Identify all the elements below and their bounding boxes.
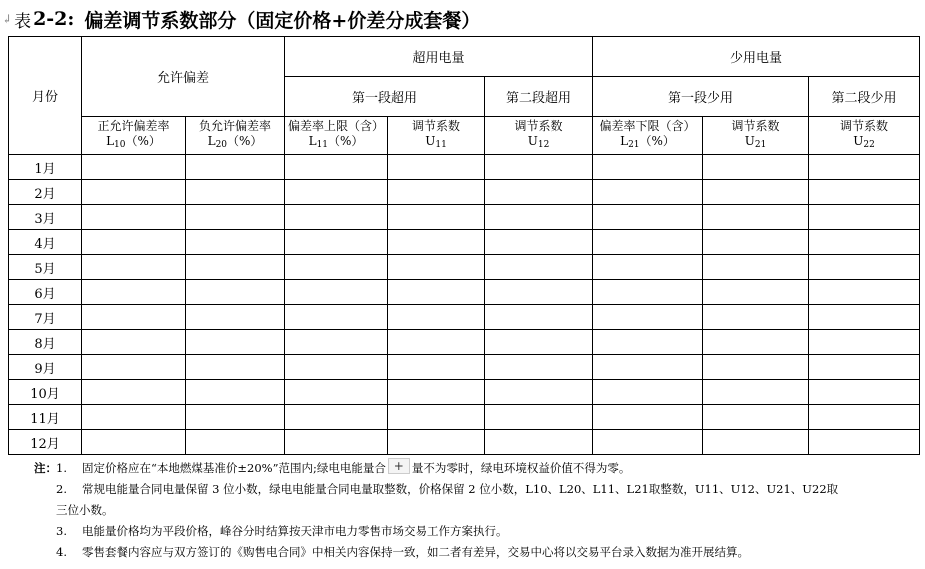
under-usage-header: 少用电量 [593, 37, 920, 77]
cell-u21[interactable] [703, 355, 809, 380]
cell-u21[interactable] [703, 405, 809, 430]
cell-u12[interactable] [485, 430, 593, 455]
subscript: 11 [435, 139, 447, 150]
cell-pos-rate[interactable] [82, 305, 186, 330]
cell-u11[interactable] [388, 305, 485, 330]
col-label: 调节系数 [840, 118, 889, 133]
cell-over-upper[interactable] [285, 430, 388, 455]
month-label: 9月 [9, 355, 82, 380]
month-label: 4月 [9, 230, 82, 255]
cell-over-upper[interactable] [285, 205, 388, 230]
over-segment-1-header: 第一段超用 [285, 77, 485, 117]
cell-pos-rate[interactable] [82, 255, 186, 280]
cell-under-lower[interactable] [593, 430, 703, 455]
cell-u12[interactable] [485, 330, 593, 355]
cell-over-upper[interactable] [285, 305, 388, 330]
cell-under-lower[interactable] [593, 180, 703, 205]
note-text: 三位小数。 [56, 503, 114, 517]
cell-u11[interactable] [388, 230, 485, 255]
cell-u11[interactable] [388, 405, 485, 430]
col-coefficient-u22 [809, 117, 920, 155]
note-text: 固定价格应在“本地燃煤基准价±20%”范围内;绿电电能量合 [82, 461, 386, 475]
col-coefficient-u11 [388, 117, 485, 155]
col-positive-allowed-rate [82, 117, 186, 155]
cell-neg-rate[interactable] [186, 180, 285, 205]
note-3 [34, 521, 914, 542]
cell-over-upper[interactable] [285, 255, 388, 280]
cell-under-lower[interactable] [593, 280, 703, 305]
cell-over-upper[interactable] [285, 155, 388, 180]
cell-under-lower[interactable] [593, 405, 703, 430]
month-label: 5月 [9, 255, 82, 280]
month-label: 8月 [9, 330, 82, 355]
note-number: 3. [56, 524, 67, 538]
month-label: 11月 [9, 405, 82, 430]
cell-u11[interactable] [388, 255, 485, 280]
table-row [9, 280, 920, 305]
cell-u12[interactable] [485, 230, 593, 255]
table-row [9, 155, 920, 180]
cell-u21[interactable] [703, 205, 809, 230]
table-title [2, 6, 480, 32]
cell-under-lower[interactable] [593, 205, 703, 230]
cell-pos-rate[interactable] [82, 355, 186, 380]
symbol: U [527, 133, 538, 148]
cell-u21[interactable] [703, 180, 809, 205]
cell-over-upper[interactable] [285, 355, 388, 380]
under-segment-2-header: 第二段少用 [809, 77, 920, 117]
cell-u22[interactable] [809, 430, 920, 455]
cell-under-lower[interactable] [593, 155, 703, 180]
cell-u12[interactable] [485, 355, 593, 380]
cell-u21[interactable] [703, 280, 809, 305]
unit: （%） [125, 133, 161, 148]
cell-u11[interactable] [388, 430, 485, 455]
col-negative-allowed-rate [186, 117, 285, 155]
cell-pos-rate[interactable] [82, 405, 186, 430]
col-label: 调节系数 [514, 118, 563, 133]
note-number: 4. [56, 545, 67, 559]
symbol: L [207, 133, 216, 148]
col-label: 偏差率上限（含） [288, 118, 385, 133]
note-1 [34, 458, 914, 479]
cell-pos-rate[interactable] [82, 230, 186, 255]
symbol: U [853, 133, 864, 148]
cell-neg-rate[interactable] [186, 355, 285, 380]
col-over-upper-limit [285, 117, 388, 155]
cell-u11[interactable] [388, 380, 485, 405]
symbol: U [744, 133, 755, 148]
note-2-continued [34, 500, 914, 521]
col-coefficient-u12 [485, 117, 593, 155]
title-text: 偏差调节系数部分（固定价格+价差分成套餐） [84, 9, 481, 32]
cell-neg-rate[interactable] [186, 380, 285, 405]
title-number: 2-2: [33, 8, 75, 30]
cell-u22[interactable] [809, 155, 920, 180]
under-segment-1-header: 第一段少用 [593, 77, 809, 117]
allowed-deviation-header: 允许偏差 [82, 37, 285, 117]
subscript: 11 [316, 139, 329, 150]
cell-u12[interactable] [485, 180, 593, 205]
subscript: 10 [114, 139, 126, 150]
symbol: L [308, 133, 317, 148]
cell-neg-rate[interactable] [186, 430, 285, 455]
month-label: 6月 [9, 280, 82, 305]
cell-u22[interactable] [809, 280, 920, 305]
cell-under-lower[interactable] [593, 330, 703, 355]
unit: （%） [328, 133, 364, 148]
subscript: 21 [628, 139, 640, 150]
notes-section [34, 458, 914, 563]
note-number: 2. [56, 482, 67, 496]
subscript: 12 [537, 139, 550, 150]
month-label: 3月 [9, 205, 82, 230]
cell-neg-rate[interactable] [186, 305, 285, 330]
cell-pos-rate[interactable] [82, 155, 186, 180]
cell-u12[interactable] [485, 155, 593, 180]
cell-neg-rate[interactable] [186, 255, 285, 280]
cell-over-upper[interactable] [285, 405, 388, 430]
cell-under-lower[interactable] [593, 305, 703, 330]
cell-pos-rate[interactable] [82, 430, 186, 455]
cell-u22[interactable] [809, 230, 920, 255]
unit: （%） [639, 133, 675, 148]
cell-u22[interactable] [809, 255, 920, 280]
cell-u22[interactable] [809, 205, 920, 230]
cell-u21[interactable] [703, 430, 809, 455]
cell-neg-rate[interactable] [186, 230, 285, 255]
note-2 [34, 479, 914, 500]
month-header: 月份 [9, 37, 82, 155]
cell-neg-rate[interactable] [186, 155, 285, 180]
cell-u11[interactable] [388, 180, 485, 205]
cell-over-upper[interactable] [285, 330, 388, 355]
cell-u22[interactable] [809, 355, 920, 380]
table-row [9, 305, 920, 330]
col-label: 调节系数 [731, 118, 780, 133]
cell-u21[interactable] [703, 255, 809, 280]
unit: （%） [227, 133, 263, 148]
col-under-lower-limit [593, 117, 703, 155]
symbol: L [106, 133, 115, 148]
col-label: 正允许偏差率 [97, 118, 170, 133]
cell-u11[interactable] [388, 155, 485, 180]
cell-pos-rate[interactable] [82, 180, 186, 205]
cell-u22[interactable] [809, 330, 920, 355]
subscript: 21 [754, 139, 767, 150]
cell-over-upper[interactable] [285, 180, 388, 205]
table-row [9, 355, 920, 380]
cell-u22[interactable] [809, 405, 920, 430]
cell-pos-rate[interactable] [82, 205, 186, 230]
cell-u11[interactable] [388, 280, 485, 305]
notes-label: 注： [34, 461, 57, 475]
month-label: 10月 [9, 380, 82, 405]
col-label: 调节系数 [412, 118, 461, 133]
cell-under-lower[interactable] [593, 230, 703, 255]
deviation-coefficient-table [8, 36, 920, 455]
cell-neg-rate[interactable] [186, 205, 285, 230]
note-text: 电能量价格均为平段价格，峰谷分时结算按天津市电力零售市场交易工作方案执行。 [82, 524, 508, 538]
table-row [9, 330, 920, 355]
note-4 [34, 542, 914, 563]
cell-under-lower[interactable] [593, 355, 703, 380]
cell-u21[interactable] [703, 305, 809, 330]
cell-u22[interactable] [809, 380, 920, 405]
table-row [9, 180, 920, 205]
cell-neg-rate[interactable] [186, 405, 285, 430]
plus-icon[interactable]: + [388, 458, 410, 474]
cell-u11[interactable] [388, 330, 485, 355]
table-row [9, 230, 920, 255]
cell-u11[interactable] [388, 205, 485, 230]
cell-u12[interactable] [485, 305, 593, 330]
note-text: 常规电能量合同电量保留 3 位小数，绿电电能量合同电量取整数，价格保留 2 位小数，L10、L20、L11、L21取整数，U11、U12、U21、U22取 [82, 482, 839, 496]
table-row [9, 205, 920, 230]
col-label: 偏差率下限（含） [599, 118, 696, 133]
cell-u21[interactable] [703, 155, 809, 180]
cell-neg-rate[interactable] [186, 280, 285, 305]
month-label: 12月 [9, 430, 82, 455]
anchor-mark-icon: ↲ [2, 12, 13, 26]
symbol: U [425, 133, 436, 148]
month-label: 2月 [9, 180, 82, 205]
table-row [9, 380, 920, 405]
cell-u12[interactable] [485, 405, 593, 430]
cell-u12[interactable] [485, 205, 593, 230]
cell-pos-rate[interactable] [82, 280, 186, 305]
subscript: 20 [215, 139, 228, 150]
cell-neg-rate[interactable] [186, 330, 285, 355]
cell-pos-rate[interactable] [82, 380, 186, 405]
symbol: L [620, 133, 629, 148]
month-label: 1月 [9, 155, 82, 180]
table-row [9, 255, 920, 280]
cell-u12[interactable] [485, 280, 593, 305]
cell-over-upper[interactable] [285, 230, 388, 255]
note-number: 1. [56, 461, 67, 475]
cell-pos-rate[interactable] [82, 330, 186, 355]
cell-under-lower[interactable] [593, 255, 703, 280]
note-text: 量不为零时，绿电环境权益价值不得为零。 [411, 461, 631, 475]
col-label: 负允许偏差率 [199, 118, 272, 133]
col-coefficient-u21 [703, 117, 809, 155]
cell-u21[interactable] [703, 330, 809, 355]
cell-u11[interactable] [388, 355, 485, 380]
note-text: 零售套餐内容应与双方签订的《购售电合同》中相关内容保持一致，如二者有差异，交易中心将以交易平台录入数据为准开展结算。 [82, 545, 749, 559]
over-segment-2-header: 第二段超用 [485, 77, 593, 117]
table-row [9, 405, 920, 430]
month-rows [9, 155, 920, 455]
cell-over-upper[interactable] [285, 380, 388, 405]
cell-u21[interactable] [703, 230, 809, 255]
cell-over-upper[interactable] [285, 280, 388, 305]
cell-under-lower[interactable] [593, 380, 703, 405]
title-prefix: 表 [14, 11, 32, 32]
cell-u22[interactable] [809, 180, 920, 205]
cell-u12[interactable] [485, 380, 593, 405]
subscript: 22 [863, 139, 875, 150]
cell-u12[interactable] [485, 255, 593, 280]
over-usage-header: 超用电量 [285, 37, 593, 77]
cell-u21[interactable] [703, 380, 809, 405]
table-row [9, 430, 920, 455]
cell-u22[interactable] [809, 305, 920, 330]
month-label: 7月 [9, 305, 82, 330]
